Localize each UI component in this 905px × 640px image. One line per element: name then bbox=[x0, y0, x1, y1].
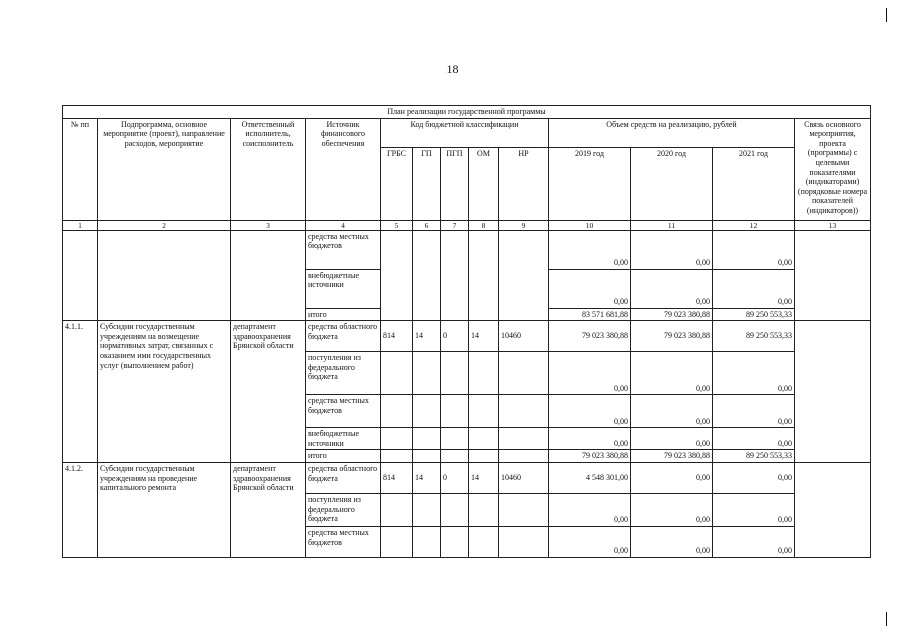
row-source: итого bbox=[306, 450, 381, 463]
row-link bbox=[795, 321, 871, 463]
page-number: 18 bbox=[446, 62, 459, 76]
value-2021: 0,00 bbox=[713, 428, 795, 450]
total-2021: 89 250 553,33 bbox=[713, 308, 795, 321]
value-2020: 0,00 bbox=[631, 526, 713, 557]
total-2021: 89 250 553,33 bbox=[713, 450, 795, 463]
header-num: № пп bbox=[63, 118, 98, 220]
code-pgp: 0 bbox=[441, 321, 469, 352]
value-2019: 0,00 bbox=[549, 428, 631, 450]
header-source: Источник финансового обеспечения bbox=[306, 118, 381, 220]
total-2019: 83 571 681,88 bbox=[549, 308, 631, 321]
value-2020: 0,00 bbox=[631, 352, 713, 395]
column-number: 10 bbox=[549, 220, 631, 230]
value-2021: 0,00 bbox=[713, 462, 795, 493]
value-2021: 0,00 bbox=[713, 269, 795, 308]
header-om: ОМ bbox=[469, 147, 499, 220]
header-2020: 2020 год bbox=[631, 147, 713, 220]
table-caption: План реализации государственной программы bbox=[63, 106, 871, 119]
row-link bbox=[795, 230, 871, 321]
table-row bbox=[63, 321, 871, 352]
code-gp: 14 bbox=[413, 321, 441, 352]
row-source: средства местных бюджетов bbox=[306, 395, 381, 428]
header-subprogram: Подпрограмма, основное мероприятие (проект), направление расходов, мероприятие bbox=[98, 118, 231, 220]
plan-table bbox=[62, 105, 871, 558]
header-link: Связь основного мероприятия, проекта (программы) с целевыми показателями (индикаторами) (порядковые номера показателей (индикаторов)) bbox=[795, 118, 871, 220]
row-source: внебюджетные источники bbox=[306, 269, 381, 308]
code-gp: 14 bbox=[413, 462, 441, 493]
value-2019: 4 548 301,00 bbox=[549, 462, 631, 493]
code-pgp: 0 bbox=[441, 462, 469, 493]
value-2019: 0,00 bbox=[549, 493, 631, 526]
row-num: 4.1.2. bbox=[63, 462, 98, 557]
row-num: 4.1.1. bbox=[63, 321, 98, 463]
value-2021: 0,00 bbox=[713, 352, 795, 395]
value-2021: 0,00 bbox=[713, 230, 795, 269]
value-2019: 0,00 bbox=[549, 395, 631, 428]
column-number: 13 bbox=[795, 220, 871, 230]
header-responsible: Ответственный исполнитель, соисполнитель bbox=[231, 118, 306, 220]
header-volume: Объем средств на реализацию, рублей bbox=[549, 118, 795, 147]
value-2019: 79 023 380,88 bbox=[549, 321, 631, 352]
header-2019: 2019 год bbox=[549, 147, 631, 220]
column-number: 7 bbox=[441, 220, 469, 230]
value-2020: 0,00 bbox=[631, 395, 713, 428]
row-source: средства местных бюджетов bbox=[306, 526, 381, 557]
total-2020: 79 023 380,88 bbox=[631, 450, 713, 463]
code-grbs: 814 bbox=[381, 462, 413, 493]
value-2019: 0,00 bbox=[549, 269, 631, 308]
total-2019: 79 023 380,88 bbox=[549, 450, 631, 463]
code-om: 14 bbox=[469, 462, 499, 493]
row-name: Субсидии государственным учреждениям на проведение капитального ремонта bbox=[98, 462, 231, 557]
header-nr: НР bbox=[499, 147, 549, 220]
row-source: итого bbox=[306, 308, 381, 321]
column-number: 9 bbox=[499, 220, 549, 230]
total-2020: 79 023 380,88 bbox=[631, 308, 713, 321]
column-number: 4 bbox=[306, 220, 381, 230]
row-responsible: департамент здравоохранения Брянской области bbox=[231, 462, 306, 557]
row-source: поступления из федерального бюджета bbox=[306, 493, 381, 526]
scan-edge-mark bbox=[886, 8, 887, 22]
value-2021: 89 250 553,33 bbox=[713, 321, 795, 352]
header-row bbox=[63, 118, 871, 147]
column-number: 11 bbox=[631, 220, 713, 230]
column-number: 12 bbox=[713, 220, 795, 230]
code-nr: 10460 bbox=[499, 321, 549, 352]
row-name: Субсидии государственным учреждениям на возмещение нормативных затрат, связанных с оказанием ими государственных услуг (выполнением работ) bbox=[98, 321, 231, 463]
row-responsible: департамент здравоохранения Брянской области bbox=[231, 321, 306, 463]
value-2020: 0,00 bbox=[631, 269, 713, 308]
row-name bbox=[98, 230, 231, 321]
header-gp: ГП bbox=[413, 147, 441, 220]
column-numbers-row bbox=[63, 220, 871, 230]
value-2021: 0,00 bbox=[713, 395, 795, 428]
column-number: 1 bbox=[63, 220, 98, 230]
column-number: 6 bbox=[413, 220, 441, 230]
row-link bbox=[795, 462, 871, 557]
value-2021: 0,00 bbox=[713, 526, 795, 557]
value-2021: 0,00 bbox=[713, 493, 795, 526]
column-number: 3 bbox=[231, 220, 306, 230]
row-num bbox=[63, 230, 98, 321]
row-source: средства областного бюджета bbox=[306, 321, 381, 352]
value-2020: 0,00 bbox=[631, 462, 713, 493]
row-source: средства местных бюджетов bbox=[306, 230, 381, 269]
value-2020: 0,00 bbox=[631, 493, 713, 526]
value-2019: 0,00 bbox=[549, 230, 631, 269]
table-row bbox=[63, 230, 871, 269]
header-budget-code: Код бюджетной классификации bbox=[381, 118, 549, 147]
column-number: 2 bbox=[98, 220, 231, 230]
scan-edge-mark bbox=[886, 612, 887, 626]
header-grbs: ГРБС bbox=[381, 147, 413, 220]
value-2019: 0,00 bbox=[549, 526, 631, 557]
header-2021: 2021 год bbox=[713, 147, 795, 220]
value-2019: 0,00 bbox=[549, 352, 631, 395]
code-nr: 10460 bbox=[499, 462, 549, 493]
header-pgp: ПГП bbox=[441, 147, 469, 220]
row-source: внебюджетные источники bbox=[306, 428, 381, 450]
value-2020: 79 023 380,88 bbox=[631, 321, 713, 352]
column-number: 8 bbox=[469, 220, 499, 230]
table-caption-row bbox=[63, 106, 871, 119]
value-2020: 0,00 bbox=[631, 428, 713, 450]
value-2020: 0,00 bbox=[631, 230, 713, 269]
table-row bbox=[63, 462, 871, 493]
code-om: 14 bbox=[469, 321, 499, 352]
row-responsible bbox=[231, 230, 306, 321]
row-source: поступления из федерального бюджета bbox=[306, 352, 381, 395]
row-source: средства областного бюджета bbox=[306, 462, 381, 493]
column-number: 5 bbox=[381, 220, 413, 230]
code-grbs: 814 bbox=[381, 321, 413, 352]
